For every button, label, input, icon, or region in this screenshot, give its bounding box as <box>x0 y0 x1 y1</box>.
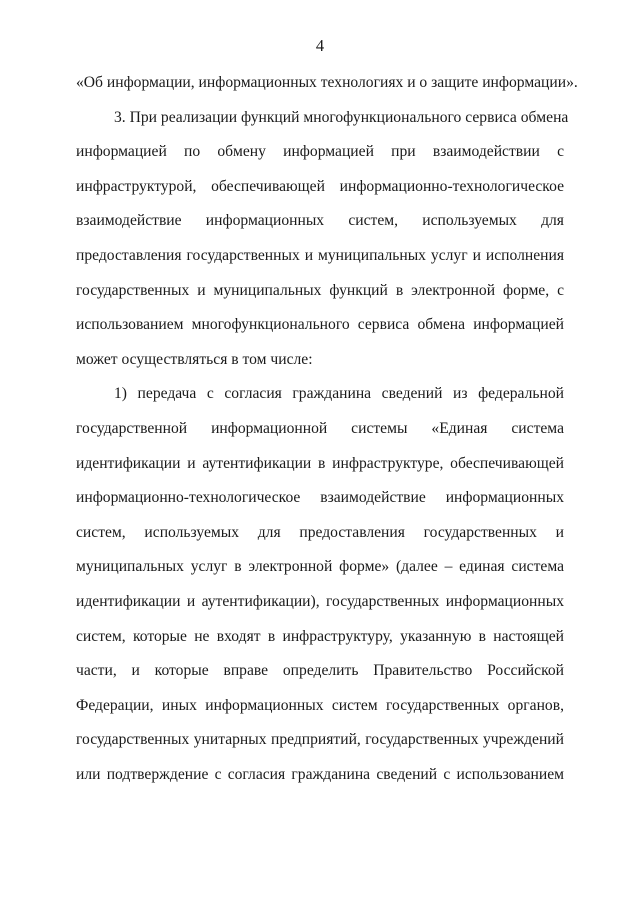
text-line: «Об информации, информационных технологиях и о защите информации». <box>76 74 578 91</box>
paragraph-first-line: 1) передача с согласия гражданина сведений из федеральной <box>114 385 564 403</box>
text-line: инфраструктурой, обеспечивающей информационно-технологическое <box>76 177 564 195</box>
page-number: 4 <box>315 36 325 55</box>
text-line: части, и которые вправе определить Правительство Российской <box>76 662 564 680</box>
text-line: идентификации и аутентификации в инфраструктуре, обеспечивающей <box>76 454 564 472</box>
text-line: идентификации и аутентификации), государственных информационных <box>76 592 564 610</box>
text-line: или подтверждение с согласия гражданина сведений с использованием <box>76 765 564 783</box>
text-line: взаимодействие информационных систем, используемых для <box>76 212 564 230</box>
text-line: может осуществляться в том числе: <box>76 350 313 368</box>
text-line: информацией по обмену информацией при взаимодействии с <box>76 143 564 161</box>
text-line: информационно-технологическое взаимодействие информационных <box>76 489 564 507</box>
text-line: использованием многофункционального сервиса обмена информацией <box>76 316 564 334</box>
text-line: государственных и муниципальных функций в электронной форме, с <box>76 281 564 299</box>
body-text <box>76 66 578 792</box>
text-line: систем, которые не входят в инфраструктуру, указанную в настоящей <box>76 627 564 645</box>
text-line: государственных унитарных предприятий, государственных учреждений <box>76 731 564 749</box>
text-line: предоставления государственных и муниципальных услуг и исполнения <box>76 246 564 264</box>
text-line: Федерации, иных информационных систем государственных органов, <box>76 696 564 714</box>
paragraph-first-line: 3. При реализации функций многофункционального сервиса обмена <box>114 108 569 126</box>
text-line: муниципальных услуг в электронной форме» (далее – единая система <box>76 558 564 576</box>
text-line: систем, используемых для предоставления государственных и <box>76 523 564 541</box>
text-line: государственной информационной системы «Единая система <box>76 419 564 437</box>
